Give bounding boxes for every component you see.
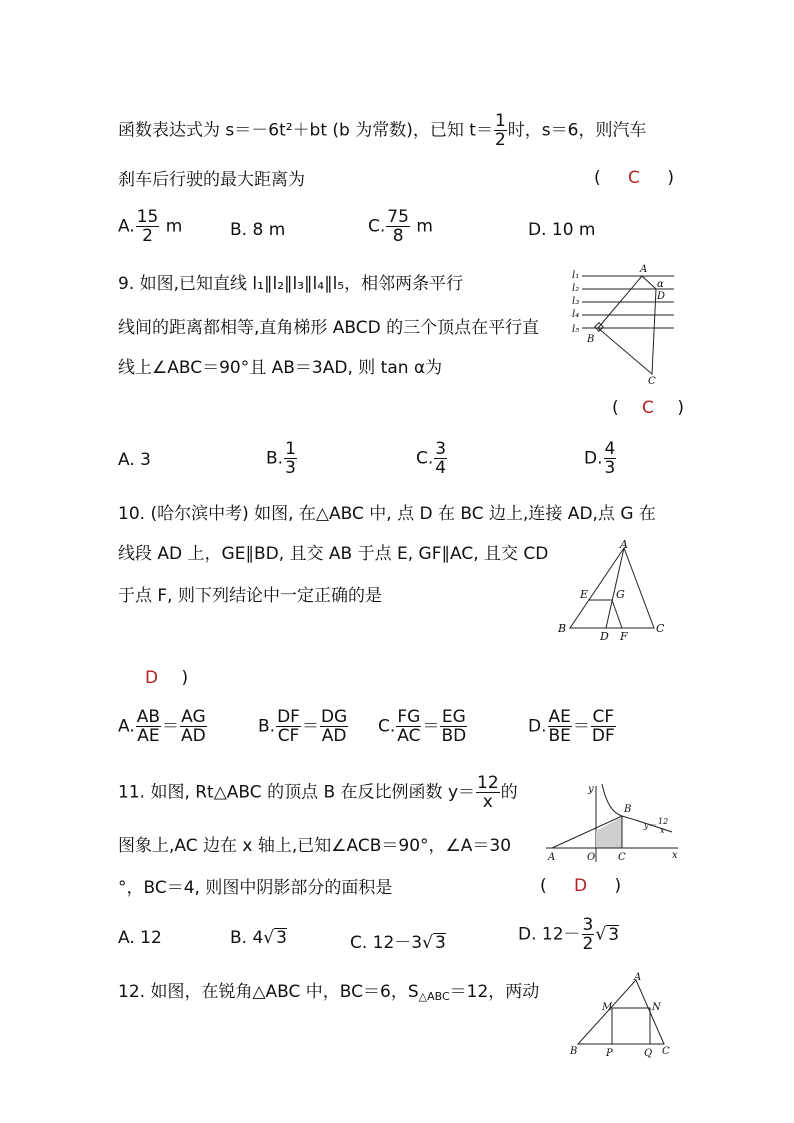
label-l2: l₂ (572, 283, 580, 294)
q11-option-d: D. 12－ $\frac{3}{2}$ √ 3 (518, 915, 620, 954)
label-func-num: 12 (658, 817, 669, 826)
label-e: E (580, 588, 589, 601)
q8-line-2: 刹车后行驶的最大距离为 (118, 170, 305, 190)
q9-option-c: C. $\frac{3}{4}$ (416, 439, 447, 478)
label-l4: l₄ (572, 309, 580, 320)
q11-option-a: A. 12 (118, 928, 162, 948)
q10-option-d: D. $\frac{AE}{BE}$ ＝ $\frac{CF}{DF}$ (528, 707, 615, 746)
label-func-den: x (660, 826, 665, 835)
q9-option-a: A. 3 (118, 450, 151, 470)
q8-option-c: C. $\frac{75}{8}$ m (368, 207, 433, 246)
q11-option-c: C. 12－3√ 3 (350, 933, 446, 953)
label-l3: l₃ (572, 296, 580, 307)
q11-line-1: 11. 如图, Rt△ABC 的顶点 B 在反比例函数 y＝ $\frac{12}{x}$ 的 (118, 773, 518, 812)
q10-answer: D ) (145, 668, 189, 688)
q10-option-c: C. $\frac{FG}{AC}$ ＝ $\frac{EG}{BD}$ (378, 707, 467, 746)
q8-option-d: D. 10 m (528, 220, 596, 240)
label-a: A (634, 972, 642, 983)
q9-line-1: 9. 如图,已知直线 l₁∥l₂∥l₃∥l₄∥l₅，相邻两条平行 (118, 274, 464, 294)
q8-answer: ( C ) (594, 168, 674, 188)
q9-answer: ( C ) (612, 398, 684, 418)
label-b: B (587, 334, 595, 345)
label-y: y (588, 784, 594, 795)
label-c: C (656, 622, 665, 635)
q9-option-b: B. $\frac{1}{3}$ (266, 439, 296, 478)
label-q: Q (644, 1048, 653, 1059)
label-alpha: α (657, 279, 664, 290)
segment-gf (612, 600, 622, 628)
label-l1: l₁ (572, 270, 580, 281)
label-c: C (648, 376, 656, 386)
q11-answer: ( D ) (540, 876, 622, 896)
label-c: C (618, 852, 626, 863)
label-f: F (620, 630, 628, 643)
q9-figure (568, 262, 678, 386)
label-a: A (548, 852, 556, 863)
q10-option-a: A. $\frac{AB}{AE}$ ＝ $\frac{AG}{AD}$ (118, 707, 206, 746)
q12-line-1: 12. 如图，在锐角△ABC 中，BC＝6，$S_{\triangle ABC}=12$，两动 (118, 982, 540, 1003)
q8-line-1: 函数表达式为 s＝－6t²＋bt (b 为常数)，已知 t＝ $\frac{1}{2}$ 时，s＝6，则汽车 (118, 111, 647, 150)
label-b: B (558, 622, 567, 635)
label-l5: l₅ (572, 324, 580, 335)
q10-figure (556, 540, 672, 646)
label-p: P (606, 1048, 613, 1059)
q9-option-d: D. $\frac{4}{3}$ (584, 439, 616, 478)
label-g: G (616, 588, 625, 601)
label-a: A (620, 540, 628, 551)
q10-line-2: 线段 AD 上，GE∥BD, 且交 AB 于点 E, GF∥AC, 且交 CD (118, 544, 549, 564)
trapezoid-abcd (598, 276, 656, 374)
q8-option-a: A. $\frac{15}{2}$ m (118, 207, 183, 246)
q11-option-b: B. 4√ 3 (230, 928, 287, 948)
q9-line-2: 线间的距离都相等,直角梯形 ABCD 的三个顶点在平行直 (118, 318, 540, 338)
label-o: O (587, 852, 596, 863)
label-a: A (640, 264, 648, 275)
label-x: x (672, 850, 678, 861)
label-d: D (600, 630, 609, 643)
q10-line-3: 于点 F, 则下列结论中一定正确的是 (118, 586, 382, 606)
q11-figure (542, 780, 682, 864)
t-fraction: $\frac{1}{2}$ (494, 111, 506, 150)
label-m: M (602, 1002, 613, 1013)
q11-line-3: °，BC＝4, 则图中阴影部分的面积是 (118, 878, 393, 898)
label-b: B (570, 1046, 578, 1057)
label-c: C (662, 1046, 670, 1057)
q8-option-b: B. 8 m (230, 220, 286, 240)
label-n: N (652, 1002, 661, 1013)
q10-option-b: B. $\frac{DF}{CF}$ ＝ $\frac{DG}{AD}$ (258, 707, 348, 746)
q12-figure (566, 972, 676, 1060)
q9-line-3: 线上∠ABC＝90°且 AB＝3AD, 则 tan α为 (118, 358, 443, 378)
label-b: B (624, 804, 632, 815)
q10-line-1: 10. (哈尔滨中考) 如图, 在△ABC 中, 点 D 在 BC 边上,连接 AD,点 G 在 (118, 504, 656, 524)
label-d: D (657, 291, 666, 302)
q11-line-2: 图象上,AC 边在 x 轴上,已知∠ACB＝90°，∠A＝30 (118, 836, 512, 856)
rectangle-mnqp (612, 1008, 650, 1044)
label-func: y＝ (644, 821, 657, 830)
